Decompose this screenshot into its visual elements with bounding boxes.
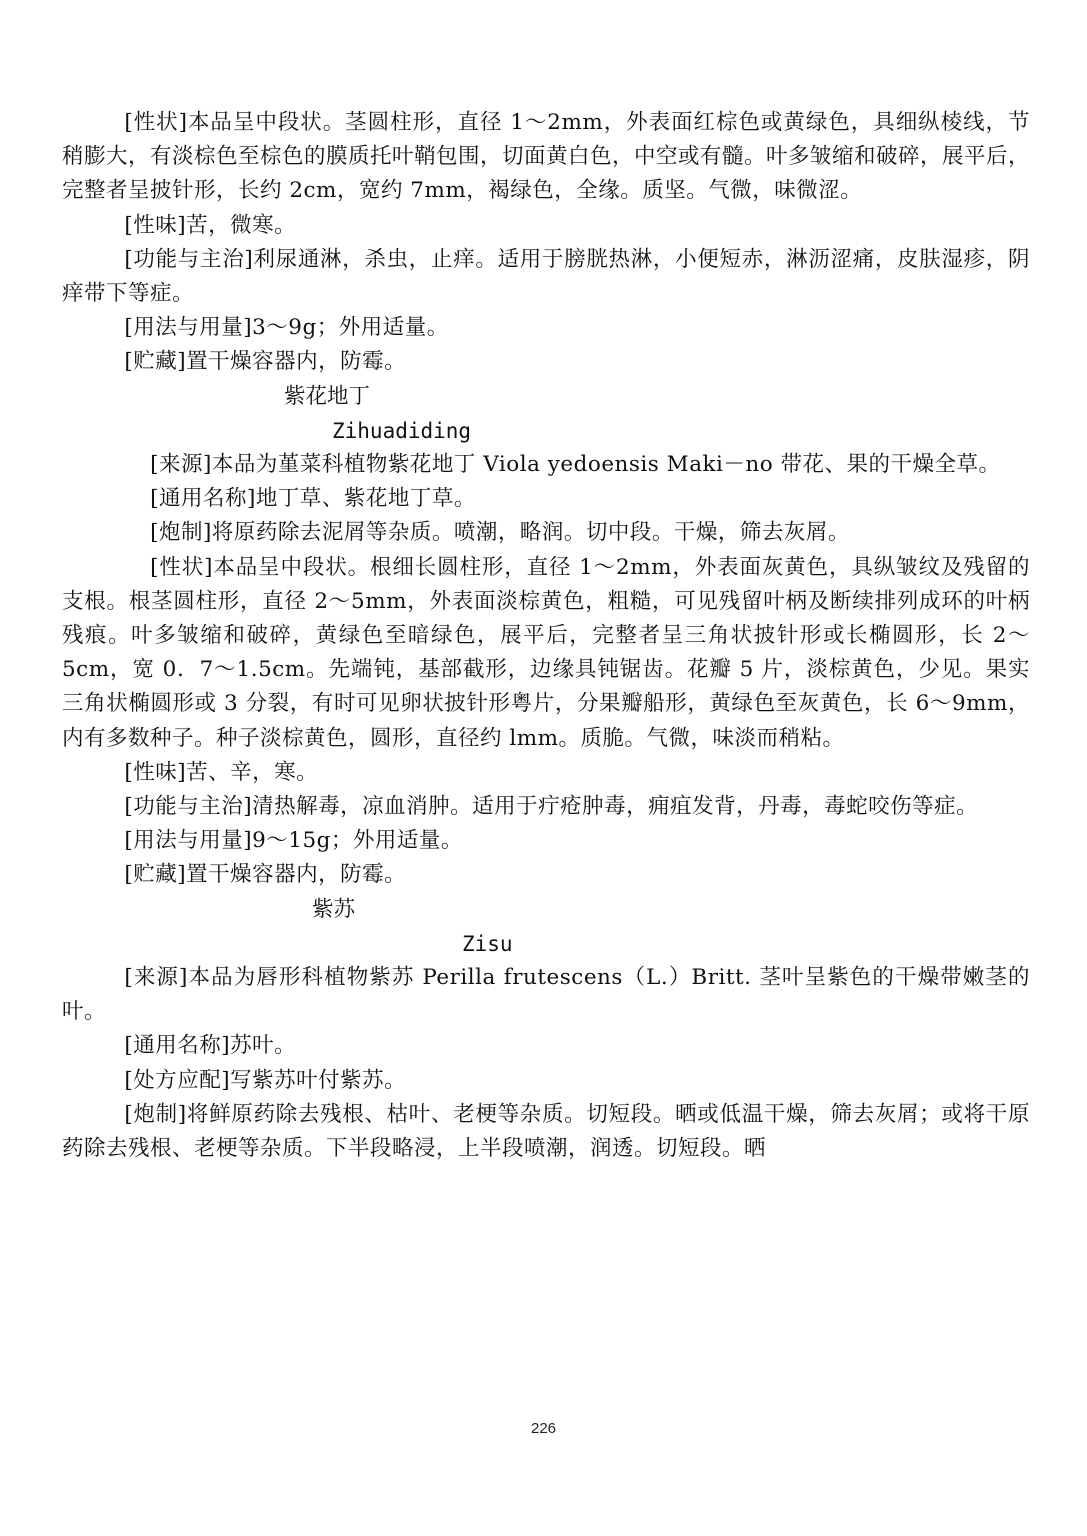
- entry-pinyin: Zisu: [462, 931, 513, 956]
- entry-pinyin: Zihuadiding: [332, 418, 472, 443]
- paragraph-source: [来源]本品为唇形科植物紫苏 Perilla frutescens（L.）Britt. 茎叶呈紫色的干燥带嫩茎的叶。: [62, 965, 1030, 1025]
- paragraph-nature-taste: [性味]苦，微寒。: [124, 212, 297, 238]
- paragraph-appearance: [性状]本品呈中段状。根细长圆柱形，直径 1～2mm，外表面灰黄色，具纵皱纹及残留的支根。根茎圆柱形，直径 2～5mm，外表面淡棕黄色，粗糙，可见残留叶柄及断续排列成环的叶柄残痕。叶多皱缩和破碎，黄绿色至暗绿色，展平后，完整者呈三角状披针形或长椭圆形，长 2～5cm，宽 0．7～1.5cm。先端钝，基部截形，边缘具钝锯齿。花瓣 5 片，淡棕黄色，少见。果实三角状椭圆形或 3 分裂，有时可见卵状披针形粤片，分果瓣船形，黄绿色至灰黄色，长 6～9mm，内有多数种子。种子淡棕黄色，圆形，直径约 lmm。质脆。气微，味淡而稍粘。: [62, 554, 1030, 751]
- paragraph-processing: [炮制]将鲜原药除去残根、枯叶、老梗等杂质。切短段。晒或低温干燥，筛去灰屑；或将干原药除去残根、老梗等杂质。下半段略浸，上半段喷潮，润透。切短段。晒: [62, 1101, 1030, 1162]
- entry-title: 紫苏: [312, 896, 356, 922]
- paragraph-common-name: [通用名称]地丁草、紫花地丁草。: [150, 486, 476, 512]
- paragraph-common-name: [通用名称]苏叶。: [124, 1033, 297, 1059]
- page-body: [62, 106, 1030, 1166]
- paragraph-processing: [炮制]将原药除去泥屑等杂质。喷潮，略润。切中段。干燥，筛去灰屑。: [150, 520, 850, 546]
- paragraph-function-indication: [功能与主治]清热解毒，凉血消肿。适用于疔疮肿毒，痈疽发背，丹毒，毒蛇咬伤等症。: [124, 794, 979, 820]
- entry-title: 紫花地丁: [284, 383, 371, 409]
- paragraph-function-indication: [功能与主治]利尿通淋，杀虫，止痒。适用于膀胱热淋，小便短赤，淋沥涩痛，皮肤湿疹，阴痒带下等症。: [62, 246, 1030, 307]
- paragraph-appearance: [性状]本品呈中段状。茎圆柱形，直径 1～2mm，外表面红棕色或黄绿色，具细纵棱线，节稍膨大，有淡棕色至棕色的膜质托叶鞘包围，切面黄白色，中空或有髓。叶多皱缩和破碎，展平后，完整者呈披针形，长约 2cm，宽约 7mm，褐绿色，全缘。质坚。气微，味微涩。: [62, 110, 1031, 204]
- paragraph-storage: [贮藏]置干燥容器内，防霉。: [124, 349, 407, 375]
- paragraph-prescription: [处方应配]写紫苏叶付紫苏。: [124, 1067, 407, 1093]
- paragraph-usage-dosage: [用法与用量]9～15g；外用适量。: [124, 828, 463, 854]
- paragraph-source: [来源]本品为堇菜科植物紫花地丁 Viola yedoensis Maki－no 带花、果的干燥全草。: [150, 452, 1001, 478]
- paragraph-nature-taste: [性味]苦、辛，寒。: [124, 759, 319, 785]
- page-number: 226: [530, 1420, 557, 1437]
- paragraph-usage-dosage: [用法与用量]3～9g；外用适量。: [124, 315, 449, 341]
- paragraph-storage: [贮藏]置干燥容器内，防霉。: [124, 862, 407, 888]
